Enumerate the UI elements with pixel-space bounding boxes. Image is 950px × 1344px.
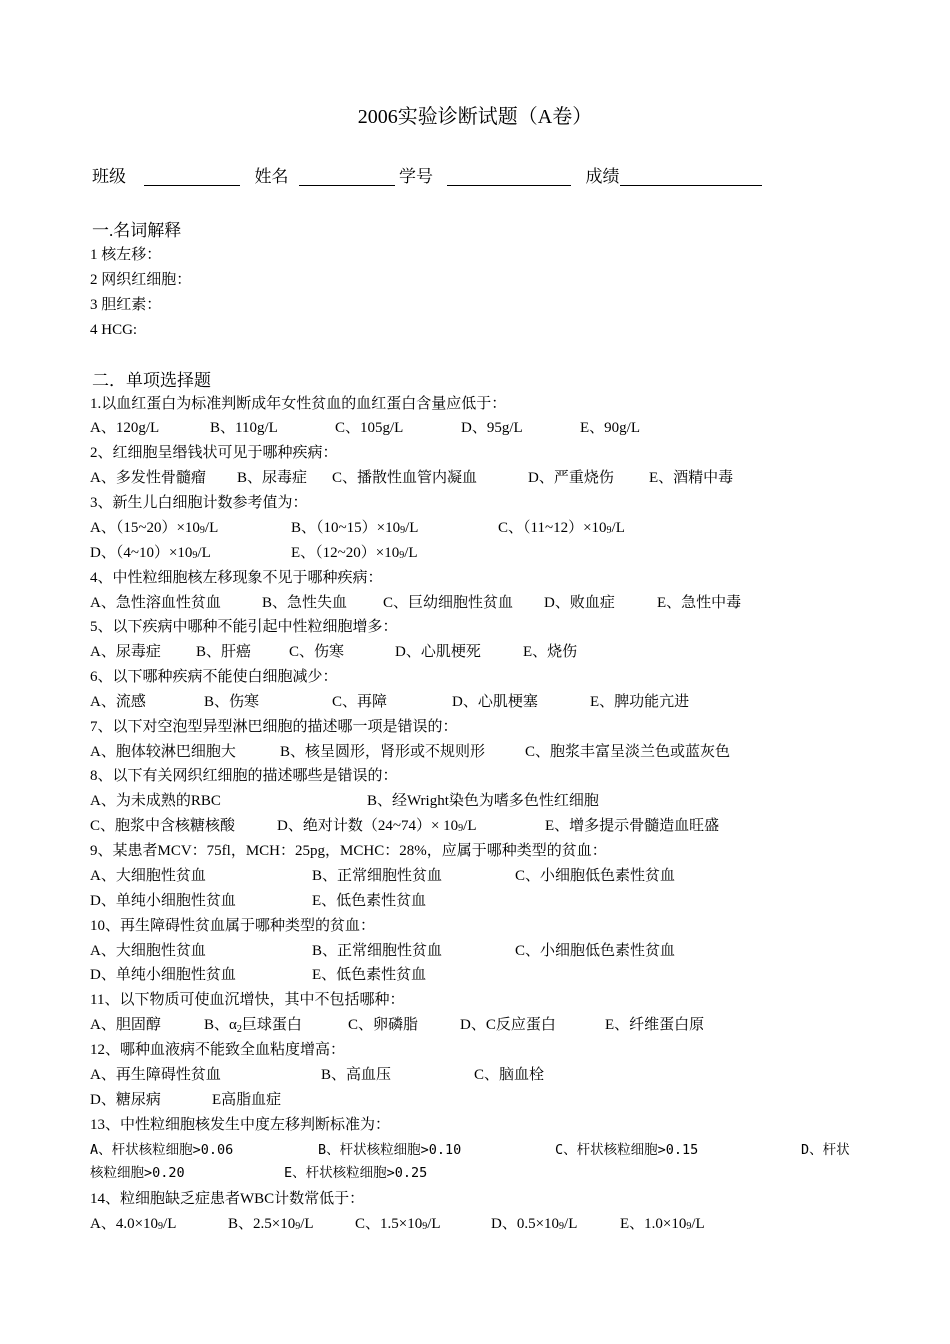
question-stem: 3、新生儿白细胞计数参考值为： [90, 495, 308, 511]
option: A、4.0×109/L [90, 1216, 177, 1232]
section2-heading: 二．单项选择题 [92, 371, 211, 390]
option: B、高血压 [321, 1067, 392, 1083]
question-stem: 13、中性粒细胞核发生中度左移判断标准为： [90, 1117, 391, 1133]
option: C、巨幼细胞性贫血 [383, 595, 514, 611]
option: B、（10~15）×109/L [291, 520, 419, 536]
question-stem: 12、哪种血液病不能致全血粘度增高： [90, 1042, 346, 1058]
option: C、小细胞低色素性贫血 [515, 868, 676, 884]
option: C、脑血栓 [474, 1067, 545, 1083]
question-stem: 9、某患者MCV：75fl，MCH：25pg，MCHC：28%，应属于哪种类型的贫血： [90, 843, 607, 859]
option: A、胞体较淋巴细胞大 [90, 744, 236, 760]
option: A、急性溶血性贫血 [90, 595, 221, 611]
option: E、90g/L [580, 420, 640, 436]
option: D、单纯小细胞性贫血 [90, 967, 236, 983]
option: B、经Wright染色为嗜多色性红细胞 [367, 793, 599, 809]
option: E、纤维蛋白原 [605, 1017, 705, 1033]
option: D、0.5×109/L [491, 1216, 578, 1232]
question-stem: 8、以下有关网织红细胞的描述哪些是错误的： [90, 768, 398, 784]
option: A、多发性骨髓瘤 [90, 470, 206, 486]
option: A、流感 [90, 694, 146, 710]
option: C、伤寒 [289, 644, 345, 660]
question-stem: 7、以下对空泡型异型淋巴细胞的描述哪一项是错误的： [90, 719, 458, 735]
option: B、肝癌 [196, 644, 252, 660]
option: D、（4~10）×109/L [90, 545, 211, 561]
term-item: 3 胆红素： [90, 297, 162, 313]
option: C、再障 [332, 694, 388, 710]
option: E、（12~20）×109/L [291, 545, 418, 561]
option: E、酒精中毒 [649, 470, 734, 486]
option: A、120g/L [90, 420, 160, 436]
option: C、1.5×109/L [355, 1216, 441, 1232]
page-title: 2006实验诊断试题（A卷） [357, 106, 593, 128]
option: B、核呈圆形，肾形或不规则形 [280, 744, 486, 760]
option: B、正常细胞性贫血 [312, 943, 443, 959]
question-stem: 2、红细胞呈缗钱状可见于哪种疾病： [90, 445, 338, 461]
option: A、为未成熟的RBC [90, 793, 221, 809]
term-item: 1 核左移： [90, 247, 162, 263]
question-stem: 10、再生障碍性贫血属于哪种类型的贫血： [90, 918, 376, 934]
option: A、尿毒症 [90, 644, 161, 660]
option: D、95g/L [461, 420, 523, 436]
option: B、尿毒症 [237, 470, 308, 486]
name-blank[interactable] [299, 169, 395, 186]
option: A、大细胞性贫血 [90, 943, 206, 959]
option: D、C反应蛋白 [460, 1017, 556, 1033]
option: B、$\alpha_2$巨球蛋白 [204, 1017, 302, 1035]
option: D、糖尿病 [90, 1092, 161, 1108]
option: E、急性中毒 [657, 595, 742, 611]
option: D、绝对计数（24~74）× 109/L [277, 818, 477, 834]
option: B、伤寒 [204, 694, 260, 710]
option: E、1.0×109/L [620, 1216, 705, 1232]
option: E、增多提示骨髓造血旺盛 [545, 818, 720, 834]
option: C、胞浆中含核糖核酸 [90, 818, 236, 834]
name-label: 姓名 [254, 167, 289, 186]
question-stem: 6、以下哪种疾病不能使白细胞减少： [90, 669, 338, 685]
option: A、杆状核粒细胞>0.06 [90, 1142, 234, 1158]
option: D、严重烧伤 [528, 470, 614, 486]
option: 核粒细胞>0.20 [90, 1165, 185, 1181]
option: E高脂血症 [212, 1092, 282, 1108]
option: D、杆状 [801, 1142, 850, 1158]
question-stem: 1.以血红蛋白为标准判断成年女性贫血的血红蛋白含量应低于： [90, 396, 507, 412]
option: A、胆固醇 [90, 1017, 161, 1033]
option: B、正常细胞性贫血 [312, 868, 443, 884]
option: E、低色素性贫血 [312, 893, 427, 909]
option: E、烧伤 [523, 644, 578, 660]
id-label: 学号 [399, 167, 433, 186]
option: C、卵磷脂 [348, 1017, 419, 1033]
option: A、再生障碍性贫血 [90, 1067, 221, 1083]
option: B、急性失血 [262, 595, 348, 611]
option: D、败血症 [544, 595, 615, 611]
id-blank[interactable] [447, 169, 571, 186]
section1-heading: 一.名词解释 [92, 221, 182, 240]
option: B、杆状核粒细胞>0.10 [318, 1142, 462, 1158]
option: C、105g/L [335, 420, 404, 436]
option: C、胞浆丰富呈淡兰色或蓝灰色 [525, 744, 731, 760]
question-stem: 11、以下物质可使血沉增快，其中不包括哪种： [90, 992, 405, 1008]
option: C、播散性血管内凝血 [332, 470, 478, 486]
question-stem: 14、粒细胞缺乏症患者WBC计数常低于： [90, 1191, 365, 1207]
option: D、心肌梗死 [395, 644, 481, 660]
option: E、低色素性贫血 [312, 967, 427, 983]
option: C、小细胞低色素性贫血 [515, 943, 676, 959]
score-blank[interactable] [620, 169, 762, 186]
option: E、脾功能亢进 [590, 694, 690, 710]
class-blank[interactable] [144, 169, 240, 186]
question-stem: 5、以下疾病中哪种不能引起中性粒细胞增多： [90, 619, 398, 635]
info-line [92, 168, 762, 186]
option: D、单纯小细胞性贫血 [90, 893, 236, 909]
option: C、杆状核粒细胞>0.15 [555, 1142, 699, 1158]
option: B、110g/L [210, 420, 278, 436]
class-label: 班级 [92, 167, 126, 186]
option: A、大细胞性贫血 [90, 868, 206, 884]
option: E、杆状核粒细胞>0.25 [284, 1165, 428, 1181]
option: A、（15~20）×109/L [90, 520, 219, 536]
option: D、心肌梗塞 [452, 694, 538, 710]
option: B、2.5×109/L [228, 1216, 314, 1232]
option: C、（11~12）×109/L [498, 520, 625, 536]
score-label: 成绩 [585, 167, 620, 186]
question-stem: 4、中性粒细胞核左移现象不见于哪种疾病： [90, 570, 383, 586]
term-item: 4 HCG: [90, 322, 138, 338]
term-item: 2 网织红细胞： [90, 272, 192, 288]
